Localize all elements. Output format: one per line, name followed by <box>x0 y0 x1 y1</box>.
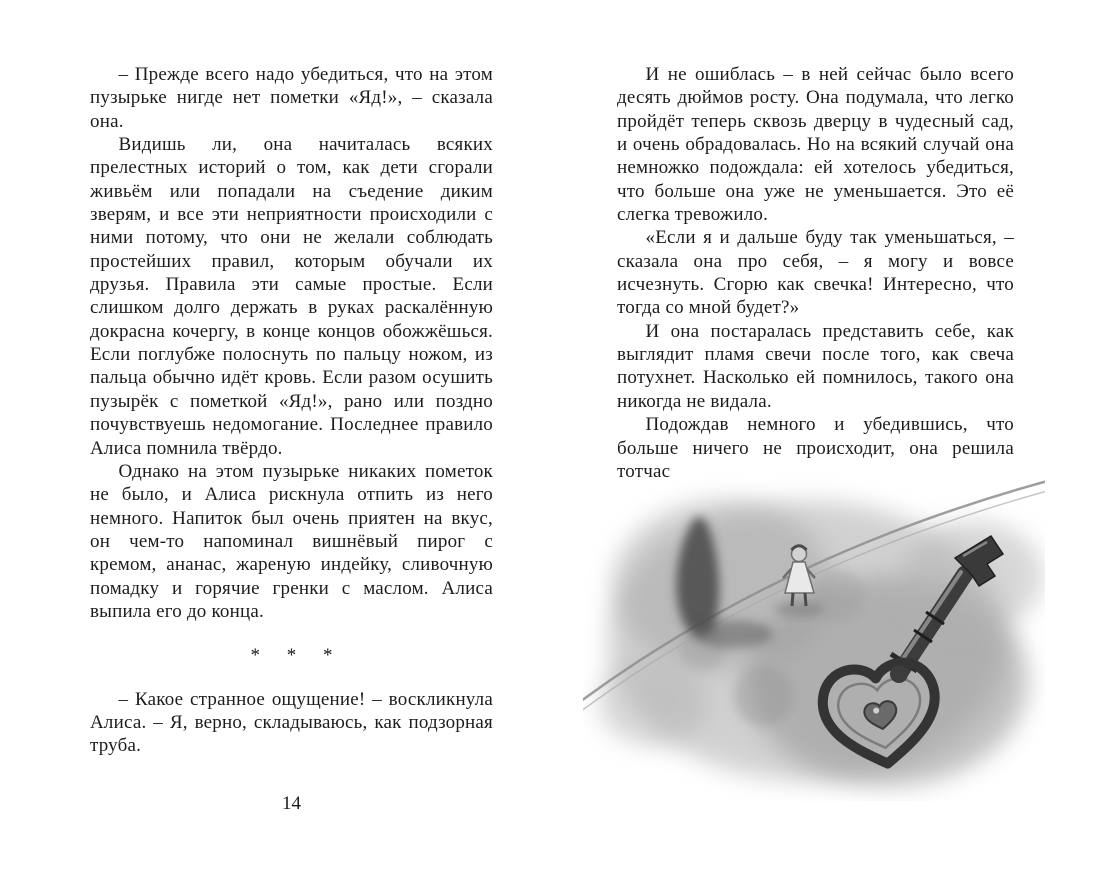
key-illustration <box>583 466 1045 801</box>
section-separator: * * * <box>250 645 344 667</box>
page-number: 14 <box>282 793 301 814</box>
paragraph-right-2: «Если я и дальше буду так уменьшаться, – сказала она про себя, – я могу и вовсе исчезнуть. Сгорю как свечка! Интересно, что тогда со мной будет?» <box>617 227 1014 319</box>
paragraph-right-4: Подождав немного и убедившись, что больше ничего не происходит, она решила тотчас <box>617 414 1014 482</box>
right-page-text-column <box>617 63 1014 483</box>
key-illustration-svg <box>583 466 1045 801</box>
paragraph-left-2: Видишь ли, она начиталась всяких прелестных историй о том, как дети сгорали живьём или попадали на съедение диким зверям, и все эти неприятности происходили с ними потому, что они не желали соблюдать простейших правил, которым обучали их друзья. Правила эти самые простые. Если слишком долго держать в руках раскалённую докрасна кочергу, в конце концов обожжёшься. Если поглубже полоснуть по пальцу ножом, из пальца обычно идёт кровь. Если разом осушить пузырёк с пометкой «Яд!», рано или поздно почувствуешь недомогание. Последнее правило Алиса помнила твёрдо. <box>90 134 493 459</box>
paragraph-right-3: И она постаралась представить себе, как выглядит пламя свечи после того, как свеча потухнет. Насколько ей помнилось, такого она никогда не видала. <box>617 320 1014 412</box>
paragraph-right-1: И не ошиблась – в ней сейчас было всего десять дюймов росту. Она подумала, что легко пройдёт теперь сквозь дверцу в чудесный сад, и очень обрадовалась. Но на всякий случай она немножко подождала: ей хотелось убедиться, что больше она уже не уменьшается. Это её слегка тревожило. <box>617 64 1014 226</box>
left-page-text-column <box>90 63 493 758</box>
paragraph-left-4: – Какое странное ощущение! – воскликнула Алиса. – Я, верно, складываюсь, как подзорная труба. <box>90 688 493 757</box>
paragraph-left-1: – Прежде всего надо убедиться, что на этом пузырьке нигде нет пометки «Яд!», – сказала она. <box>90 64 493 132</box>
paragraph-left-3: Однако на этом пузырьке никаких пометок не было, и Алиса рискнула отпить из него немного. Напиток был очень приятен на вкус, он чем-то напоминал вишнёвый пирог с кремом, ананас, жареную индейку, сливочную помадку и горячие гренки с маслом. Алиса выпила его до конца. <box>90 460 493 622</box>
